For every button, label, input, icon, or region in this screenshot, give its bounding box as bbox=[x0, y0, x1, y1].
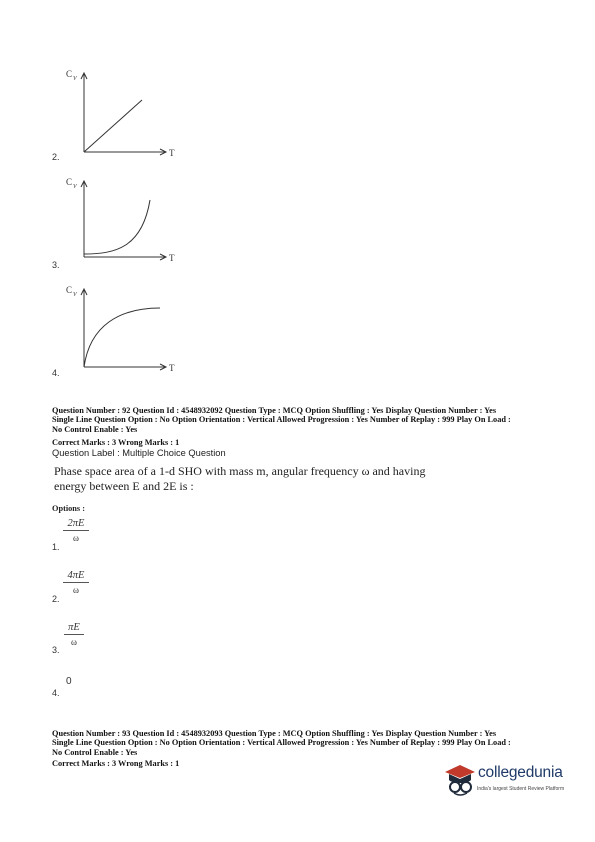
graph-option-4 bbox=[60, 280, 200, 380]
y-axis-label: C bbox=[66, 177, 73, 187]
question-92-text bbox=[54, 464, 425, 493]
marks-line: Correct Marks : 3 Wrong Marks : 1 bbox=[52, 759, 180, 769]
cv-curve-saturating bbox=[84, 308, 160, 367]
meta-line: Question Number : 93 Question Id : 4548932093 Question Type : MCQ Option Shuffling : Yes Display Question Number : Yes bbox=[52, 729, 497, 738]
graph-2-number: 2. bbox=[52, 152, 60, 162]
option-3-number: 3. bbox=[52, 645, 60, 655]
fraction-bar bbox=[63, 530, 89, 531]
x-axis-label: T bbox=[169, 253, 175, 263]
option-4-value[interactable]: 0 bbox=[66, 676, 72, 687]
meta-line: Single Line Question Option : No Option Orientation : Vertical Allowed Progression : Yes Number of Replay : 999 Play On Load : bbox=[52, 738, 511, 748]
y-axis-subscript: V bbox=[73, 292, 77, 298]
meta-line: No Control Enable : Yes bbox=[52, 747, 138, 757]
fraction-denominator: ω bbox=[73, 533, 79, 543]
cv-curve-convex bbox=[84, 200, 150, 254]
graph-option-2 bbox=[60, 64, 200, 164]
options-heading: Options : bbox=[52, 504, 85, 513]
graph-4-number: 4. bbox=[52, 368, 60, 378]
x-axis-label: T bbox=[169, 148, 175, 158]
meta-line: Single Line Question Option : No Option Orientation : Vertical Allowed Progression : Yes Number of Replay : 999 Play On Load : bbox=[52, 415, 511, 425]
y-axis-subscript: V bbox=[73, 184, 77, 190]
graph-option-3 bbox=[60, 170, 200, 270]
y-axis-subscript: V bbox=[73, 76, 77, 82]
meta-line: No Control Enable : Yes bbox=[52, 424, 138, 434]
question-text-line-2: energy between E and 2E is : bbox=[54, 478, 194, 493]
question-text-line-1: Phase space area of a 1-d SHO with mass m, angular frequency ω and having bbox=[54, 464, 426, 478]
meta-line: Question Number : 92 Question Id : 4548932092 Question Type : MCQ Option Shuffling : Yes Display Question Number : Yes bbox=[52, 406, 497, 415]
option-1-fraction[interactable] bbox=[63, 518, 89, 543]
question-92-meta bbox=[52, 406, 552, 448]
fraction-bar bbox=[64, 634, 84, 635]
marks-line: Correct Marks : 3 Wrong Marks : 1 bbox=[52, 438, 180, 448]
option-2-fraction[interactable] bbox=[63, 570, 89, 595]
option-1-number: 1. bbox=[52, 542, 60, 552]
fraction-denominator: ω bbox=[73, 585, 79, 595]
graph-2-svg bbox=[60, 64, 200, 164]
x-axis-label: T bbox=[169, 363, 175, 373]
y-axis-label: C bbox=[66, 285, 73, 295]
option-3-fraction[interactable] bbox=[64, 622, 84, 647]
fraction-bar bbox=[63, 582, 89, 583]
fraction-numerator: 4πE bbox=[67, 570, 85, 581]
cv-curve-linear bbox=[84, 100, 142, 152]
logo-tagline: India's largest Student Review Platform bbox=[477, 786, 565, 792]
fraction-numerator: 2πE bbox=[67, 518, 85, 529]
graph-3-number: 3. bbox=[52, 260, 60, 270]
question-label: Question Label : Multiple Choice Question bbox=[52, 448, 226, 458]
option-2-number: 2. bbox=[52, 594, 60, 604]
logo-wordmark: collegedunia bbox=[478, 764, 563, 781]
fraction-denominator: ω bbox=[71, 637, 77, 647]
option-4-number: 4. bbox=[52, 688, 60, 698]
graph-3-svg bbox=[60, 170, 200, 270]
logo-mascot-icon bbox=[441, 760, 479, 798]
y-axis-label: C bbox=[66, 69, 73, 79]
graph-4-svg bbox=[60, 280, 200, 380]
fraction-numerator: πE bbox=[68, 622, 80, 633]
